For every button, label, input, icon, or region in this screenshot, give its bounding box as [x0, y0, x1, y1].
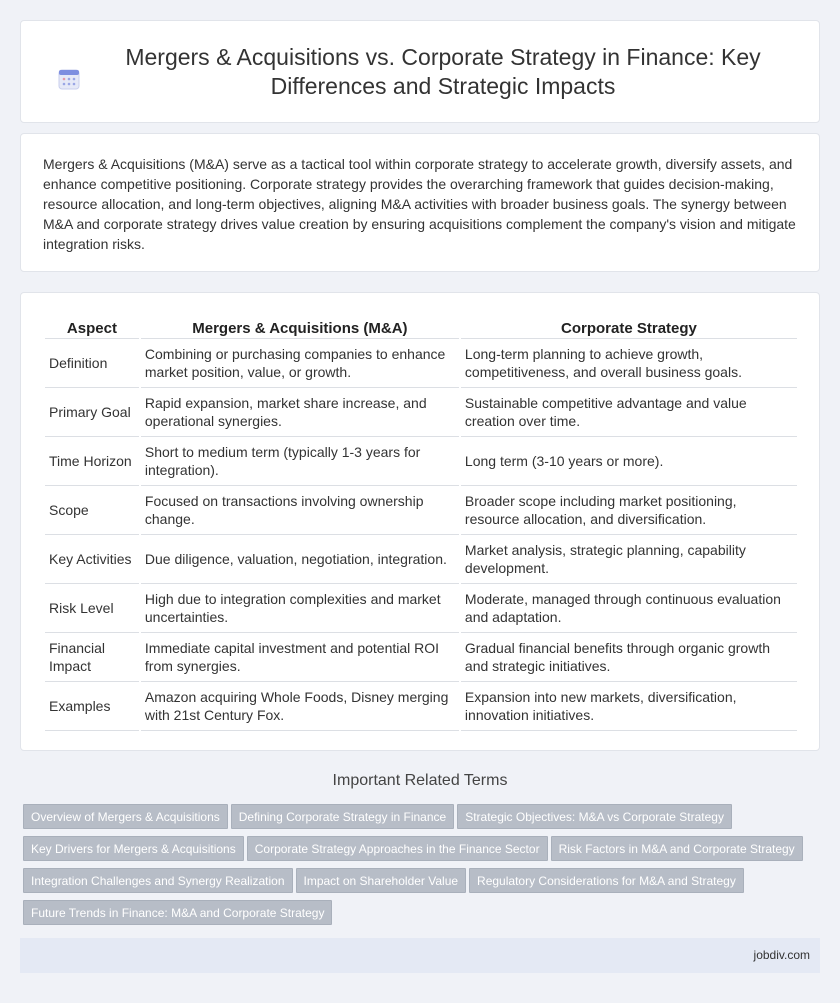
cell-aspect: Financial Impact — [45, 633, 139, 682]
table-row — [45, 486, 797, 535]
table-row — [45, 682, 797, 731]
cell-ma: Rapid expansion, market share increase, and operational synergies. — [141, 388, 459, 437]
table-row — [45, 633, 797, 682]
cell-ma: Short to medium term (typically 1-3 years for integration). — [141, 437, 459, 486]
intro-paragraph: Mergers & Acquisitions (M&A) serve as a tactical tool within corporate strategy to accelerate growth, diversify assets, and enhance competitive positioning. Corporate strategy provides the overarching framework that guides decision-making, resource allocation, and long-term objectives, aligning M&A activities with broader business goals. The synergy between M&A and corporate strategy drives value creation by ensuring acquisitions complement the company's vision and mitigate integration risks. — [43, 156, 796, 252]
page-title: Mergers & Acquisitions vs. Corporate Strategy in Finance: Key Differences and Strategic Impacts — [125, 43, 761, 99]
related-term-tag[interactable]: Corporate Strategy Approaches in the Finance Sector — [247, 836, 548, 861]
cell-ma: High due to integration complexities and market uncertainties. — [141, 584, 459, 633]
cell-cs: Moderate, managed through continuous evaluation and adaptation. — [461, 584, 797, 633]
title-wrap — [50, 43, 790, 101]
footer-site-link[interactable]: jobdiv.com — [753, 948, 810, 962]
cell-cs: Long-term planning to achieve growth, competitiveness, and overall business goals. — [461, 339, 797, 388]
table-header-row — [45, 309, 797, 339]
cell-cs: Gradual financial benefits through organic growth and strategic initiatives. — [461, 633, 797, 682]
cell-ma: Amazon acquiring Whole Foods, Disney merging with 21st Century Fox. — [141, 682, 459, 731]
cell-cs: Long term (3-10 years or more). — [461, 437, 797, 486]
table-row — [45, 584, 797, 633]
comparison-card — [20, 292, 820, 751]
calendar-icon — [57, 67, 81, 91]
cell-cs: Expansion into new markets, diversification, innovation initiatives. — [461, 682, 797, 731]
header-cs: Corporate Strategy — [461, 309, 797, 339]
related-term-tag[interactable]: Regulatory Considerations for M&A and Strategy — [469, 868, 744, 893]
comparison-table — [43, 309, 799, 731]
cell-ma: Focused on transactions involving ownership change. — [141, 486, 459, 535]
footer — [20, 938, 820, 973]
table-row — [45, 535, 797, 584]
cell-aspect: Time Horizon — [45, 437, 139, 486]
related-term-tag[interactable]: Overview of Mergers & Acquisitions — [23, 804, 228, 829]
header-ma: Mergers & Acquisitions (M&A) — [141, 309, 459, 339]
related-term-tag[interactable]: Impact on Shareholder Value — [296, 868, 467, 893]
table-row — [45, 388, 797, 437]
related-terms-list — [23, 804, 813, 932]
related-term-tag[interactable]: Integration Challenges and Synergy Realization — [23, 868, 293, 893]
table-row — [45, 339, 797, 388]
related-term-tag[interactable]: Key Drivers for Mergers & Acquisitions — [23, 836, 244, 861]
related-terms-title: Important Related Terms — [332, 772, 508, 789]
header-aspect: Aspect — [45, 309, 139, 339]
cell-ma: Combining or purchasing companies to enhance market position, value, or growth. — [141, 339, 459, 388]
header-card — [20, 20, 820, 123]
related-term-tag[interactable]: Future Trends in Finance: M&A and Corporate Strategy — [23, 900, 332, 925]
cell-aspect: Risk Level — [45, 584, 139, 633]
cell-ma: Immediate capital investment and potential ROI from synergies. — [141, 633, 459, 682]
cell-cs: Sustainable competitive advantage and value creation over time. — [461, 388, 797, 437]
cell-cs: Market analysis, strategic planning, capability development. — [461, 535, 797, 584]
cell-aspect: Key Activities — [45, 535, 139, 584]
cell-aspect: Definition — [45, 339, 139, 388]
related-term-tag[interactable]: Strategic Objectives: M&A vs Corporate Strategy — [457, 804, 732, 829]
cell-cs: Broader scope including market positioning, resource allocation, and diversification. — [461, 486, 797, 535]
table-row — [45, 437, 797, 486]
cell-aspect: Examples — [45, 682, 139, 731]
related-term-tag[interactable]: Risk Factors in M&A and Corporate Strategy — [551, 836, 803, 861]
cell-aspect: Scope — [45, 486, 139, 535]
cell-ma: Due diligence, valuation, negotiation, integration. — [141, 535, 459, 584]
related-term-tag[interactable]: Defining Corporate Strategy in Finance — [231, 804, 454, 829]
intro-card — [20, 133, 820, 272]
cell-aspect: Primary Goal — [45, 388, 139, 437]
